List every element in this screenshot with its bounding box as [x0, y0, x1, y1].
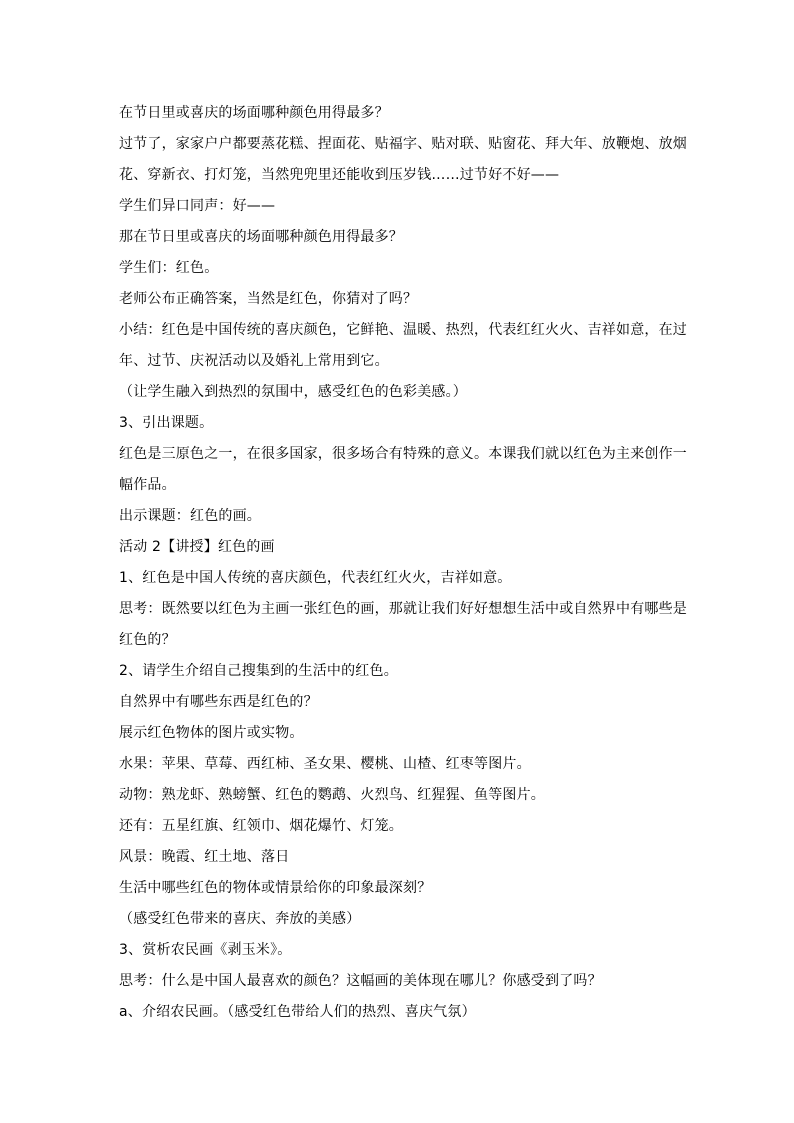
text-line: 水果：苹果、草莓、西红柿、圣女果、樱桃、山楂、红枣等图片。	[119, 756, 531, 772]
text-line: 思考：既然要以红色为主画一张红色的画，那就让我们好好想想生活中或自然界中有哪些是	[119, 601, 687, 617]
text-line: 学生们异口同声：好——	[119, 198, 276, 214]
text-line: 那在节日里或喜庆的场面哪种颜色用得最多？	[119, 229, 403, 245]
text-line: 红色是三原色之一，在很多国家，很多场合有特殊的意义。本课我们就以红色为主来创作一	[119, 446, 687, 462]
text-line: 2、请学生介绍自己搜集到的生活中的红色。	[119, 663, 398, 679]
document-body	[119, 98, 687, 1028]
section-heading: 活动 2【讲授】红色的画	[119, 539, 275, 555]
text-line: a、介绍农民画。（感受红色带给人们的热烈、喜庆气氛）	[119, 1004, 476, 1020]
text-line: 还有：五星红旗、红领巾、烟花爆竹、灯笼。	[119, 818, 403, 834]
text-line: 生活中哪些红色的物体或情景给你的印象最深刻？	[119, 880, 432, 896]
text-line: 3、引出课题。	[119, 415, 214, 431]
text-line: （让学生融入到热烈的氛围中，感受红色的色彩美感。）	[119, 384, 467, 400]
text-line: 出示课题：红色的画。	[119, 508, 261, 524]
text-line: 年、过节、庆祝活动以及婚礼上常用到它。	[119, 353, 389, 369]
text-line: 小结：红色是中国传统的喜庆颜色，它鲜艳、温暖、热烈，代表红红火火、吉祥如意，在过	[119, 322, 687, 338]
text-line: 老师公布正确答案，当然是红色，你猜对了吗？	[119, 291, 418, 307]
text-line: 学生们：红色。	[119, 260, 219, 276]
text-line: 过节了，家家户户都要蒸花糕、捏面花、贴福字、贴对联、贴窗花、拜大年、放鞭炮、放烟	[119, 136, 687, 152]
text-line: （感受红色带来的喜庆、奔放的美感）	[119, 911, 361, 927]
text-line: 花、穿新衣、打灯笼，当然兜兜里还能收到压岁钱……过节好不好——	[119, 167, 560, 183]
text-line: 风景：晚霞、红土地、落日	[119, 849, 290, 865]
text-line: 3、赏析农民画《剥玉米》。	[119, 942, 292, 958]
text-line: 思考：什么是中国人最喜欢的颜色？这幅画的美体现在哪儿？你感受到了吗？	[119, 973, 602, 989]
text-line: 动物：熟龙虾、熟螃蟹、红色的鹦鹉、火烈鸟、红猩猩、鱼等图片。	[119, 787, 545, 803]
text-line: 红色的？	[119, 632, 176, 648]
text-line: 自然界中有哪些东西是红色的？	[119, 694, 318, 710]
text-line: 幅作品。	[119, 477, 176, 493]
text-line: 展示红色物体的图片或实物。	[119, 725, 304, 741]
text-line: 在节日里或喜庆的场面哪种颜色用得最多？	[119, 105, 389, 121]
text-line: 1、红色是中国人传统的喜庆颜色，代表红红火火，吉祥如意。	[119, 570, 512, 586]
